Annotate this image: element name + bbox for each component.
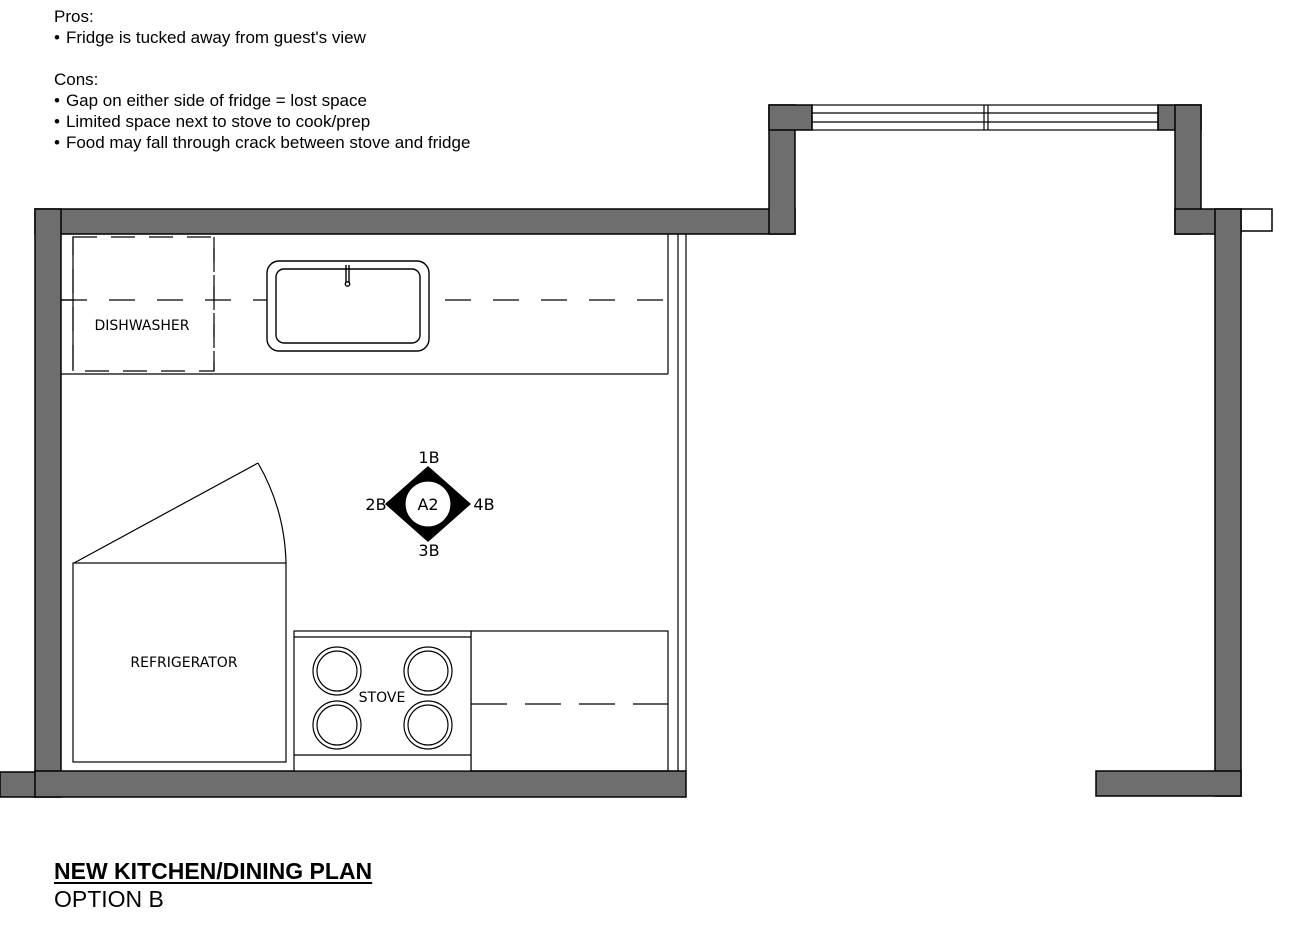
marker-bottom-label: 3B [418, 541, 440, 560]
wall-top-left [35, 209, 795, 234]
marker-center-label: A2 [417, 495, 439, 514]
window [812, 105, 1158, 130]
refrigerator-label: REFRIGERATOR [130, 655, 238, 671]
pros-heading: Pros: [54, 7, 94, 26]
sink [267, 261, 429, 351]
dishwasher-label: DISHWASHER [94, 318, 190, 334]
wall-left [35, 209, 61, 797]
partition [678, 234, 686, 771]
cons-heading: Cons: [54, 70, 99, 89]
wall-bay-top-left [769, 105, 812, 130]
marker-right-label: 4B [473, 495, 495, 514]
cons-item: • Limited space next to stove to cook/prep [54, 111, 470, 132]
title-block [54, 857, 372, 913]
wall-right [1215, 209, 1241, 796]
stove-label: STOVE [358, 690, 406, 706]
plan-subtitle: OPTION B [54, 886, 164, 912]
refrigerator-door-swing [74, 463, 286, 563]
marker-top-label: 1B [418, 448, 440, 467]
wall-top-right-stub [1241, 209, 1272, 231]
wall-left-stub [0, 772, 36, 797]
bottom-counter [471, 631, 668, 771]
cons-item: • Food may fall through crack between stove and fridge [54, 132, 470, 153]
cons-item: • Gap on either side of fridge = lost space [54, 90, 470, 111]
plan-title: NEW KITCHEN/DINING PLAN [54, 858, 373, 884]
wall-bottom-right [1096, 771, 1241, 796]
wall-bottom-left [35, 771, 686, 797]
marker-left-label: 2B [365, 495, 387, 514]
pros-item: • Fridge is tucked away from guest's view [54, 27, 470, 48]
dishwasher [61, 237, 214, 371]
